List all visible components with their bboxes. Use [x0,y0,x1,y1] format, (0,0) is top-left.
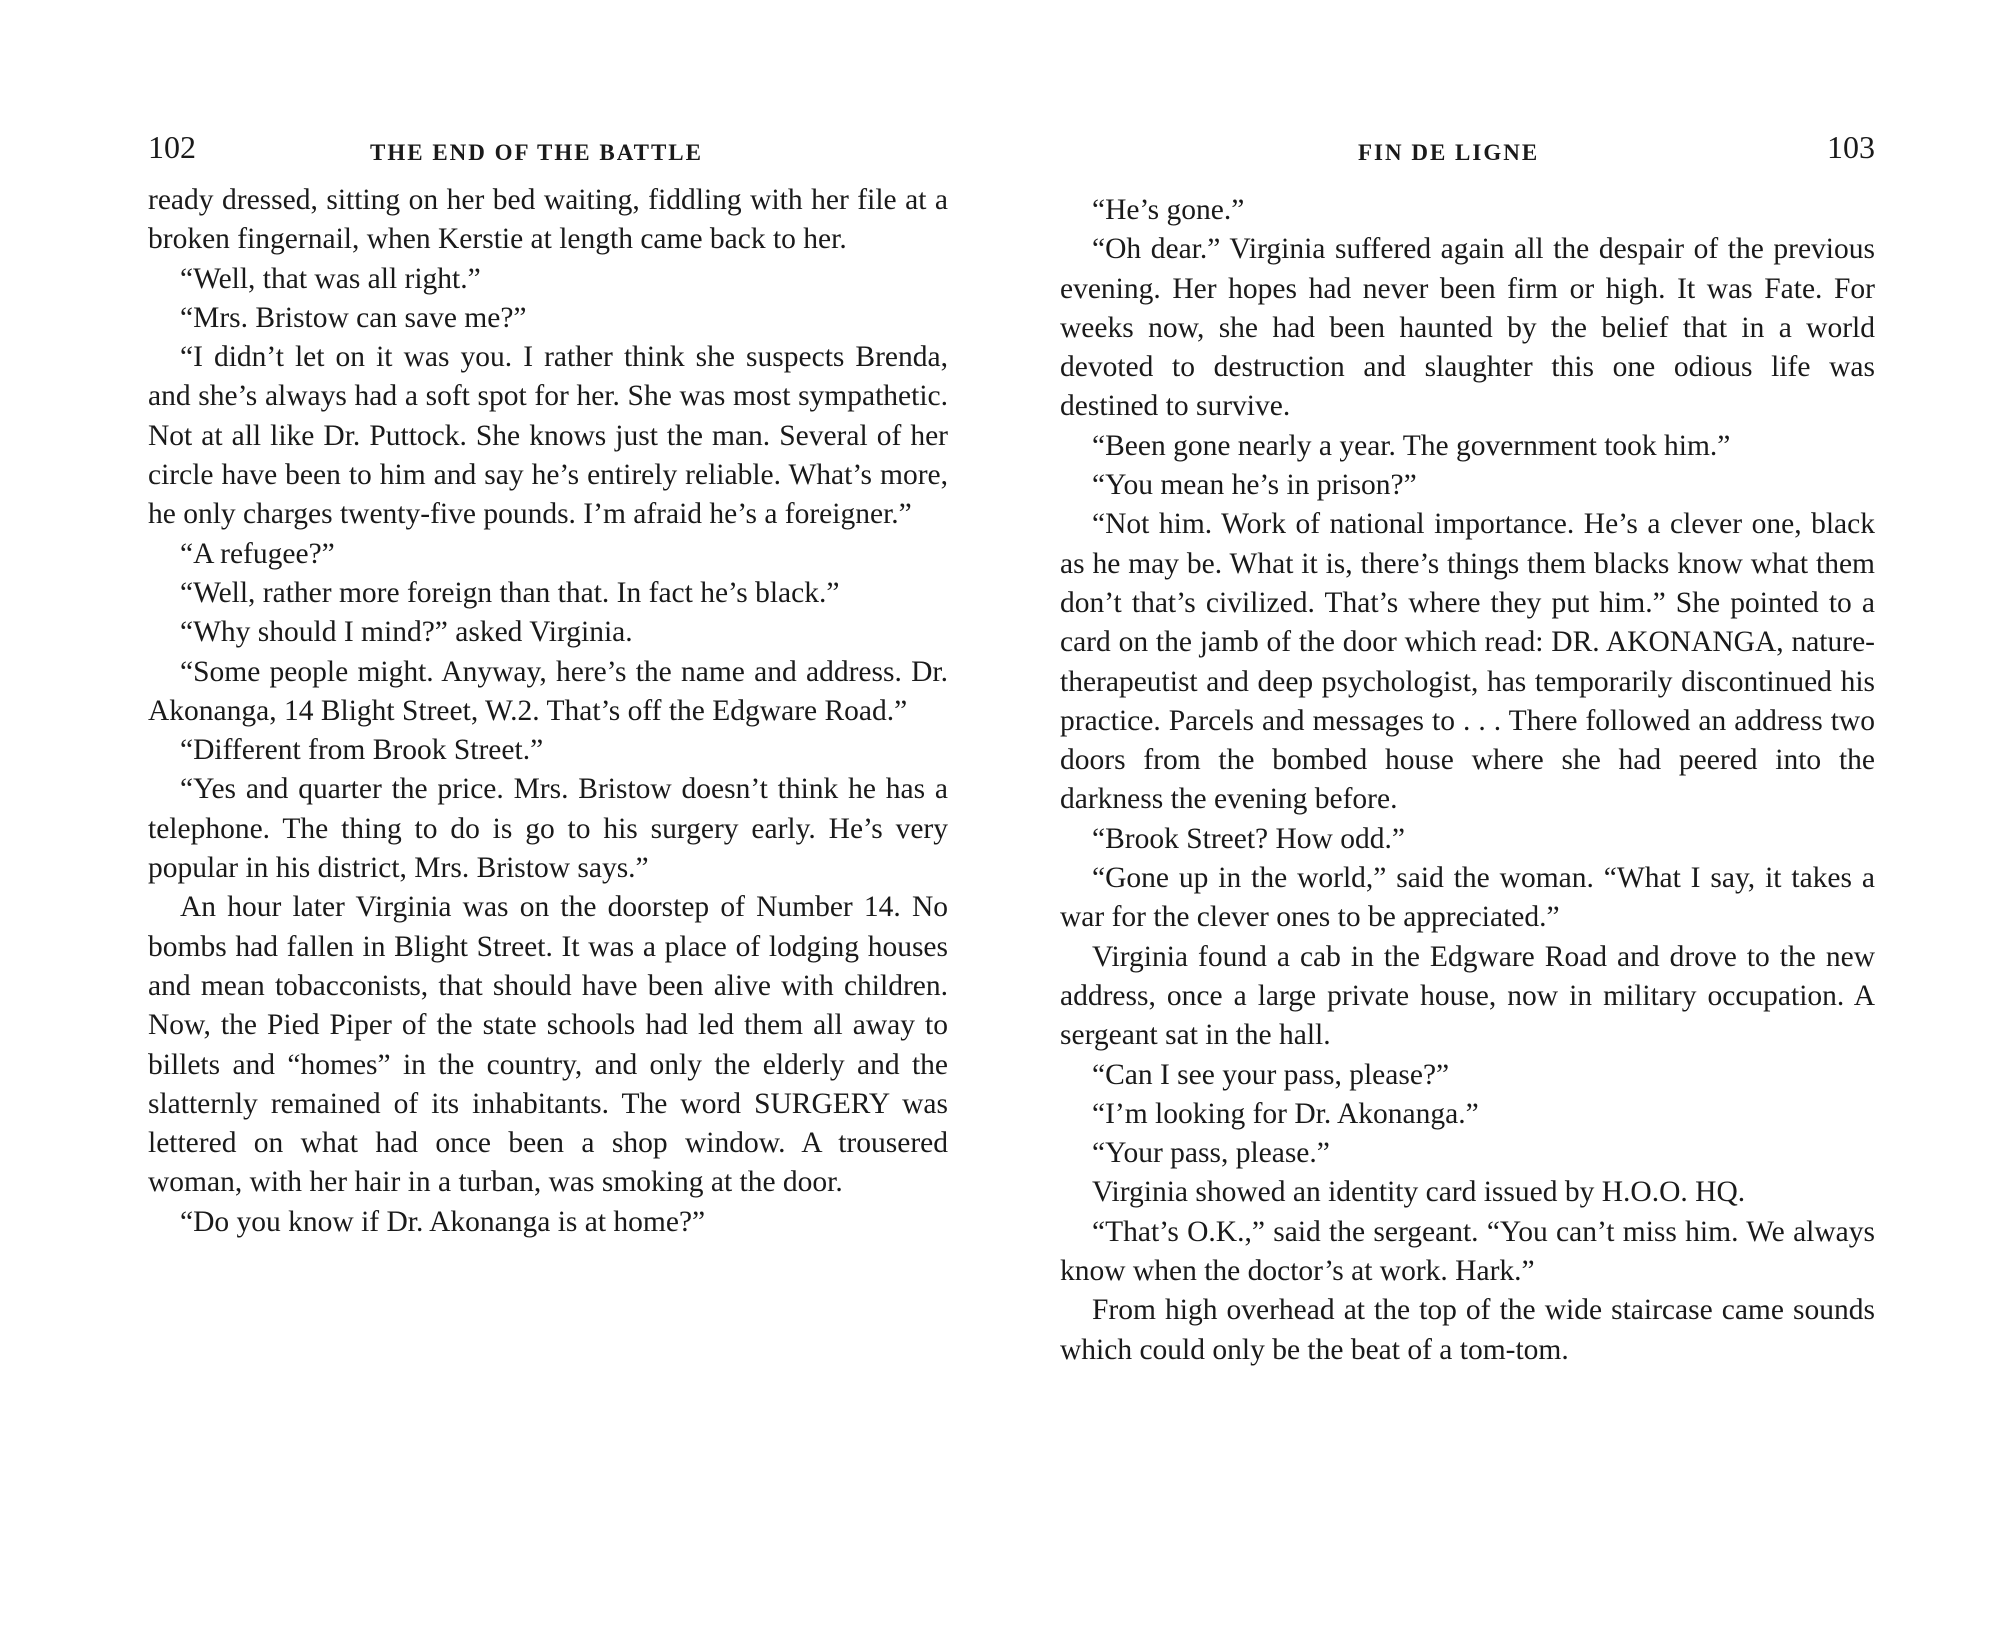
running-head-title: FIN DE LIGNE [1358,140,1540,165]
paragraph: “Not him. Work of national importance. He’s a clever one, black as he may be. What it is, there’s things them blacks know what them don’t that’s civilized. That’s where they put him.” She pointed to a card on the jamb of the door which read: DR. AKONANGA, nature-therapeutist and deep psychologist, has temporarily discontinued his practice. Parcels and messages to . . . There followed an address two doors from the bombed house where she had peered into the darkness the evening before. [1060,508,1875,816]
paragraph: “Oh dear.” Virginia suffered again all the despair of the previous evening. Her hopes had never been firm or high. It was Fate. For weeks now, she had been haunted by the belief that in a world devoted to destruction and slaughter this one odious life was destined to survive. [1060,233,1875,423]
paragraph: “A refugee?” [180,537,335,570]
paragraph: “Brook Street? How odd.” [1092,822,1405,855]
body-text [148,181,948,1242]
paragraph: “Different from Brook Street.” [180,734,544,767]
body-text [1060,191,1875,1370]
paragraph: “I didn’t let on it was you. I rather think she suspects Brenda, and she’s always had a soft spot for her. She was most sympathetic. Not at all like Dr. Puttock. She knows just the man. Several of her circle have been to him and say he’s entirely reliable. What’s more, he only charges twenty-five pounds. I’m afraid he’s a foreigner.” [148,341,948,531]
paragraph: Virginia showed an identity card issued by H.O.O. HQ. [1092,1176,1746,1209]
paragraph: “I’m looking for Dr. Akonanga.” [1092,1097,1479,1130]
running-head [148,127,948,187]
paragraph: “Well, rather more foreign than that. In fact he’s black.” [180,576,840,609]
paragraph: “Can I see your pass, please?” [1092,1058,1450,1091]
paragraph: “Some people might. Anyway, here’s the name and address. Dr. Akonanga, 14 Blight Street, W.2. That’s off the Edgware Road.” [148,655,948,727]
running-head-title: THE END OF THE BATTLE [370,140,703,165]
paragraph: “That’s O.K.,” said the sergeant. “You can’t miss him. We always know when the doctor’s at work. Hark.” [1060,1215,1875,1288]
running-head [1060,127,1875,187]
paragraph: “Yes and quarter the price. Mrs. Bristow doesn’t think he has a telephone. The thing to do is go to his surgery early. He’s very popular in his district, Mrs. Bristow says.” [148,773,948,885]
paragraph: From high overhead at the top of the wide staircase came sounds which could only be the beat of a tom-tom. [1060,1294,1875,1366]
right-page [1060,0,1875,1370]
page-number: 102 [148,129,196,165]
paragraph: “He’s gone.” [1092,194,1245,226]
left-page [148,0,948,1242]
paragraph: “Do you know if Dr. Akonanga is at home?” [180,1205,706,1238]
paragraph: “Been gone nearly a year. The government took him.” [1092,429,1731,462]
page-number: 103 [1827,129,1875,165]
paragraph: ready dressed, sitting on her bed waiting, fiddling with her file at a broken fingernail, when Kerstie at length came back to her. [148,184,948,256]
paragraph: “Well, that was all right.” [180,262,481,295]
paragraph: “Your pass, please.” [1092,1137,1330,1170]
paragraph: “Mrs. Bristow can save me?” [180,301,527,334]
paragraph: Virginia found a cab in the Edgware Road and drove to the new address, once a large private house, now in military occupation. A sergeant sat in the hall. [1060,940,1875,1052]
paragraph: “Why should I mind?” asked Virginia. [180,616,633,649]
paragraph: An hour later Virginia was on the doorstep of Number 14. No bombs had fallen in Blight Street. It was a place of lodging houses and mean tobacconists, that should have been alive with children. Now, the Pied Piper of the state schools had led them all away to billets and “homes” in the country, and only the elderly and the slatternly remained of its inhabitants. The word SURGERY was lettered on what had once been a shop window. A trousered woman, with her hair in a turban, was smoking at the door. [148,891,948,1199]
paragraph: “Gone up in the world,” said the woman. “What I say, it takes a war for the clever ones to be appreciated.” [1060,862,1875,934]
paragraph: “You mean he’s in prison?” [1092,469,1417,502]
